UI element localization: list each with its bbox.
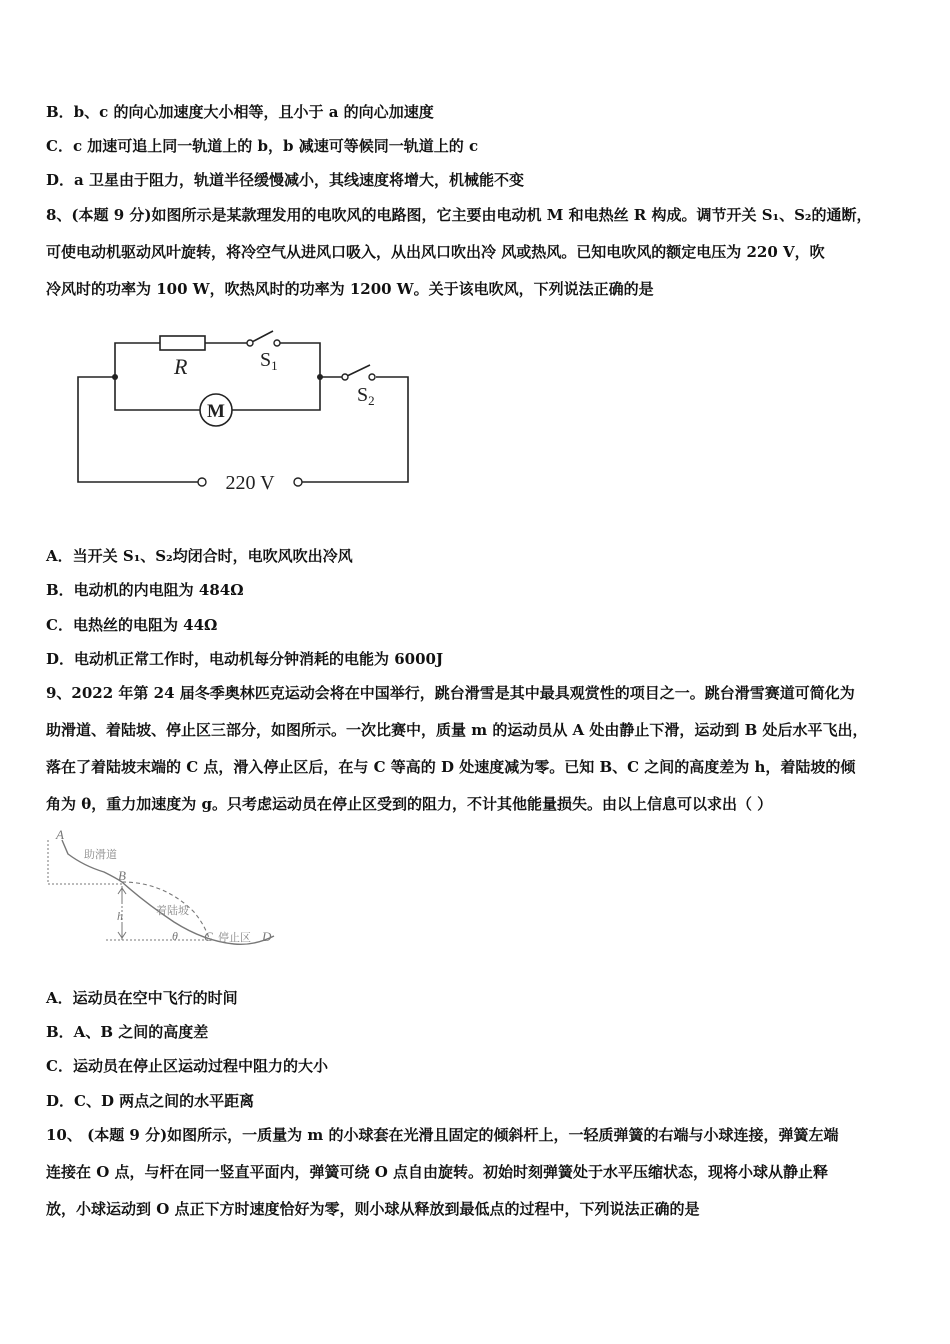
slope-label: 着陆坡 [156,905,189,917]
q10-stem-line1: 10、 (本题 9 分)如图所示，一质量为 m 的小球套在光滑且固定的倾斜杆上，一轻质弹簧的右端与小球连接，弹簧左端 [46,1126,839,1144]
q9-option-a: A．运动员在空中飞行的时间 [46,989,238,1007]
q8-option-a: A．当开关 S₁、S₂均闭合时，电吹风吹出冷风 [46,547,353,565]
height-label: h [117,909,123,923]
switch1-label: $S_1$ [260,349,278,373]
q8-option-c: C．电热丝的电阻为 44Ω [46,616,218,634]
ski-jump-diagram [44,826,284,956]
q9-option-b: B．A、B 之间的高度差 [46,1023,209,1041]
q9-stem-line4: 角为 θ，重力加速度为 g。只考虑运动员在停止区受到的阻力，不计其他能量损失。由以上信息可以求出（ ） [46,795,773,813]
q10-stem-line3: 放，小球运动到 O 点正下方时速度恰好为零，则小球从释放到最低点的过程中，下列说法正确的是 [46,1200,700,1218]
junction-left [112,374,118,380]
q8-stem-line2: 可使电动机驱动风叶旋转，将冷空气从进风口吸入，从出风口吹出冷 风或热风。已知电吹风的额定电压为 220 V，吹 [46,243,825,261]
circuit-diagram [70,325,420,500]
q9-stem-line3: 落在了着陆坡末端的 C 点，滑入停止区后，在与 C 等高的 D 处速度减为零。已知 B、C 之间的高度差为 h，着陆坡的倾 [46,758,856,776]
q9-stem-line1: 9、2022 年第 24 届冬季奥林匹克运动会将在中国举行，跳台滑雪是其中最具观赏性的项目之一。跳台滑雪赛道可简化为 [46,684,855,702]
point-c-label: C [204,929,213,944]
angle-label: θ [172,929,178,943]
junction-right [317,374,323,380]
runway-label: 助滑道 [84,849,117,861]
q8-stem-line1: 8、(本题 9 分)如图所示是某款理发用的电吹风的电路图，它主要由电动机 M 和电热丝 R 构成。调节开关 S₁、S₂的通断， [46,206,872,224]
point-a-label: A [56,827,64,842]
switch2-label: $S_2$ [357,384,375,408]
point-d-label: D [262,929,272,944]
terminal-right [294,478,302,486]
motor-label: M [207,401,225,422]
q9-stem-line2: 助滑道、着陆坡、停止区三部分，如图所示。一次比赛中，质量 m 的运动员从 A 处由静止下滑，运动到 B 处后水平飞出， [46,721,868,739]
q7-option-c: C．c 加速可追上同一轨道上的 b，b 减速可等候同一轨道上的 c [46,137,479,155]
q7-option-b: B．b、c 的向心加速度大小相等，且小于 a 的向心加速度 [46,103,434,121]
q9-option-c: C．运动员在停止区运动过程中阻力的大小 [46,1057,328,1075]
q9-option-d: D．C、D 两点之间的水平距离 [46,1092,255,1110]
q8-option-d: D．电动机正常工作时，电动机每分钟消耗的电能为 6000J [46,650,444,668]
q8-option-b: B．电动机的内电阻为 484Ω [46,581,244,599]
q10-stem-line2: 连接在 O 点，与杆在同一竖直平面内，弹簧可绕 O 点自由旋转。初始时刻弹簧处于水平压缩状态，现将小球从静止释 [46,1163,829,1181]
voltage-label: 220 V [225,472,275,494]
point-b-label: B [118,868,126,883]
stop-area-label: 停止区 [218,932,251,944]
q7-option-d: D．a 卫星由于阻力，轨道半径缓慢减小，其线速度将增大，机械能不变 [46,171,524,189]
terminal-left [198,478,206,486]
q8-stem-line3: 冷风时的功率为 100 W，吹热风时的功率为 1200 W。关于该电吹风，下列说法正确的是 [46,280,654,298]
resistor-label: R [174,354,188,379]
